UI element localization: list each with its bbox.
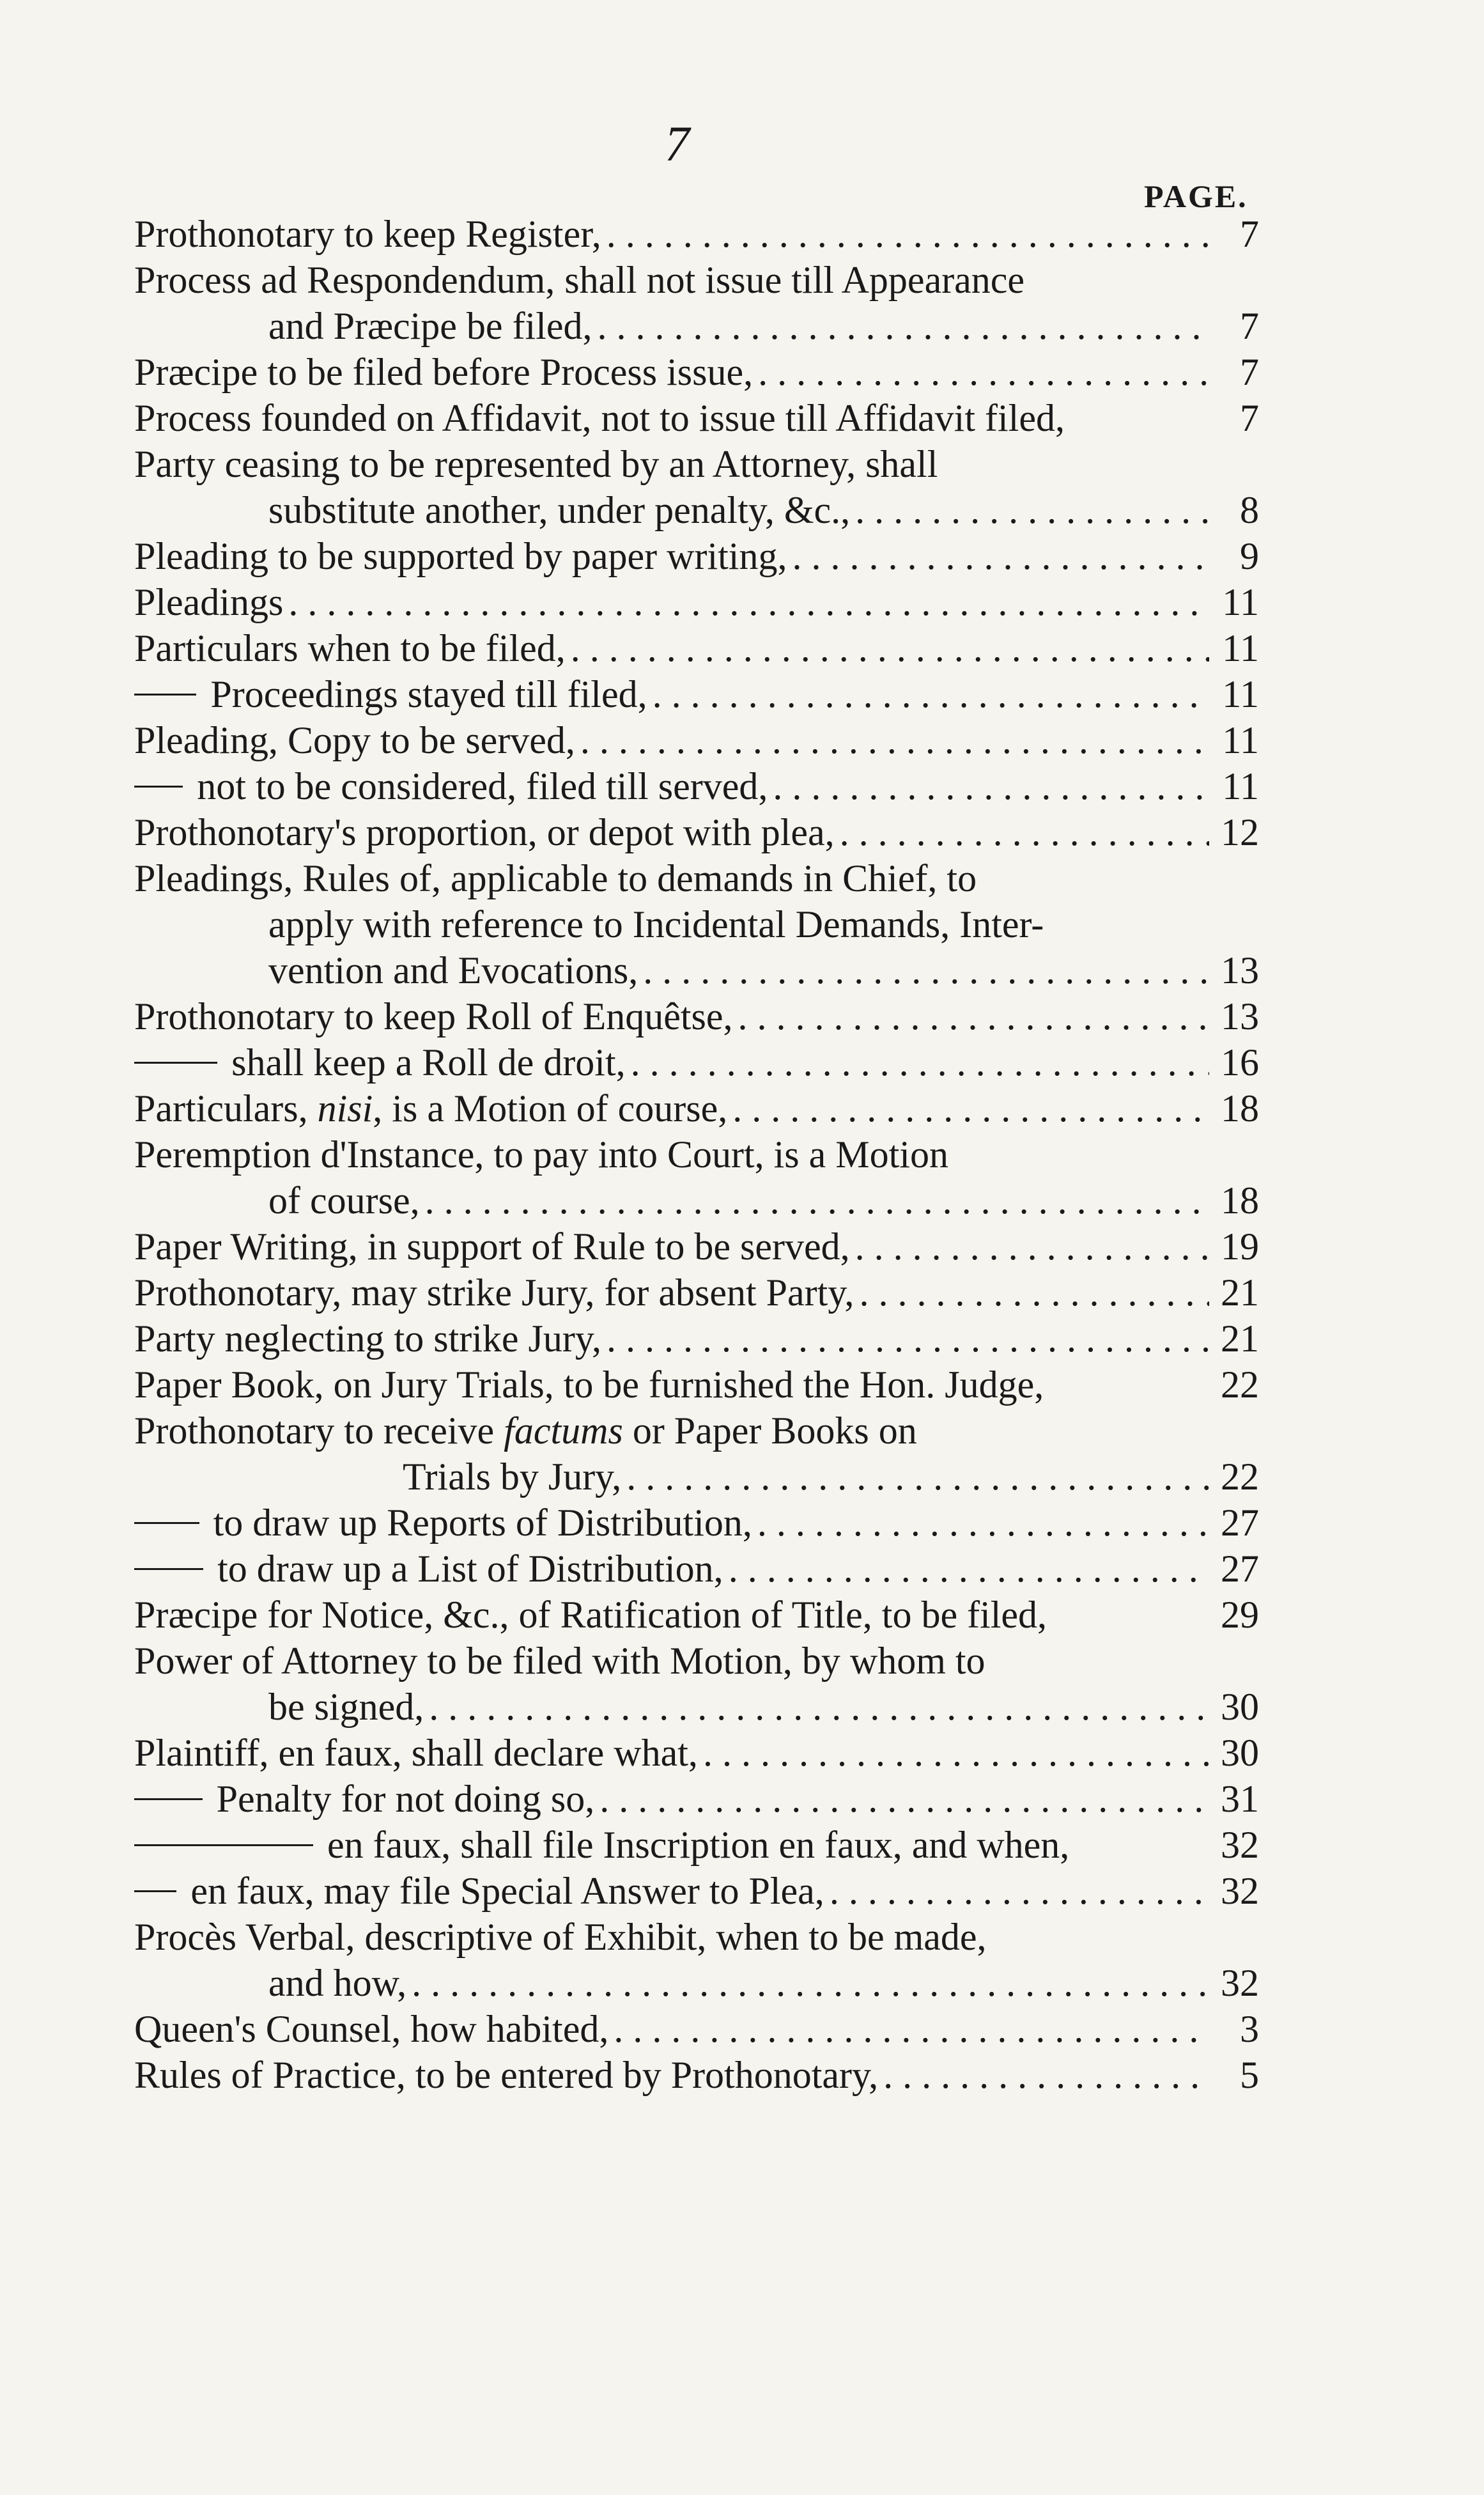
index-entry-continuation [134, 1178, 1259, 1224]
ditto-dash [134, 1798, 203, 1800]
dot-leader [703, 1730, 1209, 1776]
index-entry [134, 1592, 1259, 1638]
entry-page: 18 [1221, 1087, 1259, 1130]
index-subentry [134, 1500, 1259, 1546]
dot-leader [598, 303, 1209, 349]
entry-page: 11 [1222, 765, 1259, 807]
entry-text: substitute another, under penalty, &c., [268, 489, 851, 531]
index-entry-continuation [134, 901, 1259, 947]
entry-text: Prothonotary to receive factums or Paper Books on [134, 1410, 917, 1452]
dot-leader [855, 487, 1209, 533]
entry-text: Præcipe for Notice, &c., of Ratification of Title, to be filed, [134, 1594, 1047, 1636]
index-entry-continuation [134, 947, 1259, 993]
entry-text: en faux, may file Special Answer to Plea, [190, 1870, 824, 1912]
dot-leader [425, 1178, 1209, 1224]
entry-page: 30 [1221, 1732, 1259, 1774]
dot-leader [429, 1684, 1209, 1730]
dot-leader [571, 625, 1209, 671]
entry-text: Plaintiff, en faux, shall declare what, [134, 1732, 698, 1774]
entry-text: Power of Attorney to be filed with Motion, by whom to [134, 1640, 985, 1682]
index-entry [134, 349, 1259, 395]
index-subentry [134, 763, 1259, 809]
entry-text: of course, [268, 1179, 420, 1222]
index-entry [134, 533, 1259, 579]
dot-leader [757, 1500, 1209, 1546]
index-list [134, 211, 1259, 2098]
dot-leader [855, 1224, 1209, 1270]
dot-leader [773, 763, 1209, 809]
entry-text: Pleadings, Rules of, applicable to demands in Chief, to [134, 857, 977, 899]
entry-text: Rules of Practice, to be entered by Prothonotary, [134, 2054, 879, 2096]
dot-leader [580, 717, 1209, 763]
entry-page: 21 [1221, 1317, 1259, 1360]
entry-page: 7 [1240, 351, 1259, 393]
index-entry [134, 1362, 1259, 1408]
entry-page: 11 [1222, 719, 1259, 761]
entry-page: 32 [1221, 1824, 1259, 1866]
index-entry [134, 211, 1259, 257]
index-entry [134, 1131, 1259, 1178]
entry-text: Particulars when to be filed, [134, 627, 566, 669]
index-entry [134, 1408, 1259, 1454]
entry-page: 13 [1221, 949, 1259, 991]
entry-page: 27 [1221, 1548, 1259, 1590]
page-column-header: PAGE. [1144, 178, 1248, 214]
entry-page: 3 [1240, 2008, 1259, 2050]
dot-leader [883, 2052, 1209, 2098]
index-subentry [134, 1822, 1259, 1868]
dot-leader [626, 1454, 1209, 1500]
entry-page: 7 [1240, 305, 1259, 347]
dot-leader [732, 1085, 1209, 1131]
index-subentry [134, 1776, 1259, 1822]
entry-text: Pleadings [134, 581, 284, 623]
entry-italic: nisi [317, 1087, 373, 1130]
entry-page: 12 [1221, 811, 1259, 853]
index-entry [134, 855, 1259, 901]
index-entry [134, 579, 1259, 625]
entry-text: Prothonotary's proportion, or depot with plea, [134, 811, 835, 853]
entry-page: 30 [1221, 1686, 1259, 1728]
index-entry [134, 993, 1259, 1039]
entry-text: and how, [268, 1962, 407, 2004]
dot-leader [859, 1270, 1209, 1316]
entry-italic: factums [504, 1410, 623, 1452]
entry-page: 8 [1240, 489, 1259, 531]
dot-leader [840, 809, 1209, 855]
ditto-dash [134, 1062, 217, 1064]
entry-text: Process ad Respondendum, shall not issue till Appearance [134, 259, 1025, 301]
entry-text: apply with reference to Incidental Demands, Inter- [268, 903, 1044, 945]
entry-text: en faux, shall file Inscription en faux, and when, [327, 1824, 1070, 1866]
entry-text: Proceedings stayed till filed, [210, 673, 647, 715]
entry-text: Pleading, Copy to be served, [134, 719, 575, 761]
ditto-dash [134, 694, 196, 696]
entry-page: 11 [1222, 673, 1259, 715]
entry-text: Queen's Counsel, how habited, [134, 2008, 609, 2050]
index-subentry [134, 1039, 1259, 1085]
entry-page: 16 [1221, 1041, 1259, 1084]
index-entry-continuation [134, 303, 1259, 349]
entry-text: and Præcipe be filed, [268, 305, 592, 347]
dot-leader [792, 533, 1209, 579]
dot-leader [607, 211, 1209, 257]
index-entry [134, 441, 1259, 487]
index-entry [134, 1085, 1259, 1131]
index-entry [134, 2006, 1259, 2052]
entry-text: Procès Verbal, descriptive of Exhibit, when to be made, [134, 1916, 987, 1958]
entry-text: not to be considered, filed till served, [197, 765, 768, 807]
entry-page: 32 [1221, 1870, 1259, 1912]
entry-page: 32 [1221, 1962, 1259, 2004]
entry-text: Particulars, nisi, is a Motion of course, [134, 1087, 728, 1130]
entry-text: be signed, [268, 1686, 424, 1728]
dot-leader [643, 947, 1209, 993]
index-entry [134, 809, 1259, 855]
entry-page: 22 [1221, 1364, 1259, 1406]
entry-text: Process founded on Affidavit, not to issue till Affidavit filed, [134, 397, 1065, 439]
index-entry-continuation [134, 1960, 1259, 2006]
index-entry-continuation [134, 487, 1259, 533]
entry-page: 27 [1221, 1502, 1259, 1544]
entry-page: 5 [1240, 2054, 1259, 2096]
index-entry [134, 625, 1259, 671]
entry-text: Præcipe to be filed before Process issue, [134, 351, 754, 393]
entry-page: 11 [1222, 627, 1259, 669]
ditto-dash [134, 1568, 203, 1570]
index-subentry [134, 1546, 1259, 1592]
entry-page: 31 [1221, 1778, 1259, 1820]
entry-page: 11 [1222, 581, 1259, 623]
entry-text: Paper Writing, in support of Rule to be served, [134, 1225, 850, 1268]
index-entry [134, 1224, 1259, 1270]
entry-page: 18 [1221, 1179, 1259, 1222]
entry-text: Pleading to be supported by paper writing, [134, 535, 787, 577]
dot-leader [599, 1776, 1209, 1822]
index-entry [134, 1316, 1259, 1362]
entry-text: to draw up a List of Distribution, [217, 1548, 723, 1590]
entry-text: Penalty for not doing so, [216, 1778, 595, 1820]
entry-text: Prothonotary, may strike Jury, for absent Party, [134, 1271, 854, 1314]
dot-leader [614, 2006, 1209, 2052]
ditto-dash [134, 1522, 199, 1524]
entry-page: 7 [1240, 397, 1259, 439]
index-entry [134, 257, 1259, 303]
index-entry [134, 1914, 1259, 1960]
index-entry [134, 2052, 1259, 2098]
index-entry-continuation [134, 1684, 1259, 1730]
entry-page: 22 [1221, 1456, 1259, 1498]
index-subentry [134, 1868, 1259, 1914]
entry-text: Peremption d'Instance, to pay into Court, is a Motion [134, 1133, 948, 1176]
dot-leader [758, 349, 1209, 395]
index-entry [134, 1638, 1259, 1684]
index-entry [134, 395, 1259, 441]
entry-page: 9 [1240, 535, 1259, 577]
entry-text: Prothonotary to keep Roll of Enquêtse, [134, 995, 733, 1038]
entry-text: Paper Book, on Jury Trials, to be furnished the Hon. Judge, [134, 1364, 1044, 1406]
dot-leader [830, 1868, 1209, 1914]
index-entry [134, 1270, 1259, 1316]
ditto-dash [134, 1844, 313, 1846]
dot-leader [729, 1546, 1209, 1592]
entry-text: Prothonotary to keep Register, [134, 213, 601, 255]
entry-text: vention and Evocations, [268, 949, 638, 991]
dot-leader [607, 1316, 1209, 1362]
entry-text: Trials by Jury, [403, 1456, 622, 1498]
ditto-dash [134, 1890, 176, 1892]
index-subentry [134, 671, 1259, 717]
dot-leader [631, 1039, 1209, 1085]
entry-text: Party neglecting to strike Jury, [134, 1317, 601, 1360]
entry-page: 19 [1221, 1225, 1259, 1268]
entry-page: 29 [1221, 1594, 1259, 1636]
page-number: 7 [665, 116, 690, 171]
dot-leader [738, 993, 1209, 1039]
entry-text: shall keep a Roll de droit, [231, 1041, 626, 1084]
entry-text: to draw up Reports of Distribution, [213, 1502, 752, 1544]
index-entry-continuation [134, 1454, 1259, 1500]
dot-leader [288, 579, 1209, 625]
entry-page: 7 [1240, 213, 1259, 255]
entry-page: 13 [1221, 995, 1259, 1038]
entry-text: Party ceasing to be represented by an Attorney, shall [134, 443, 938, 485]
index-entry [134, 717, 1259, 763]
entry-page: 21 [1221, 1271, 1259, 1314]
index-entry [134, 1730, 1259, 1776]
ditto-dash [134, 786, 183, 788]
dot-leader [412, 1960, 1209, 2006]
dot-leader [653, 671, 1209, 717]
